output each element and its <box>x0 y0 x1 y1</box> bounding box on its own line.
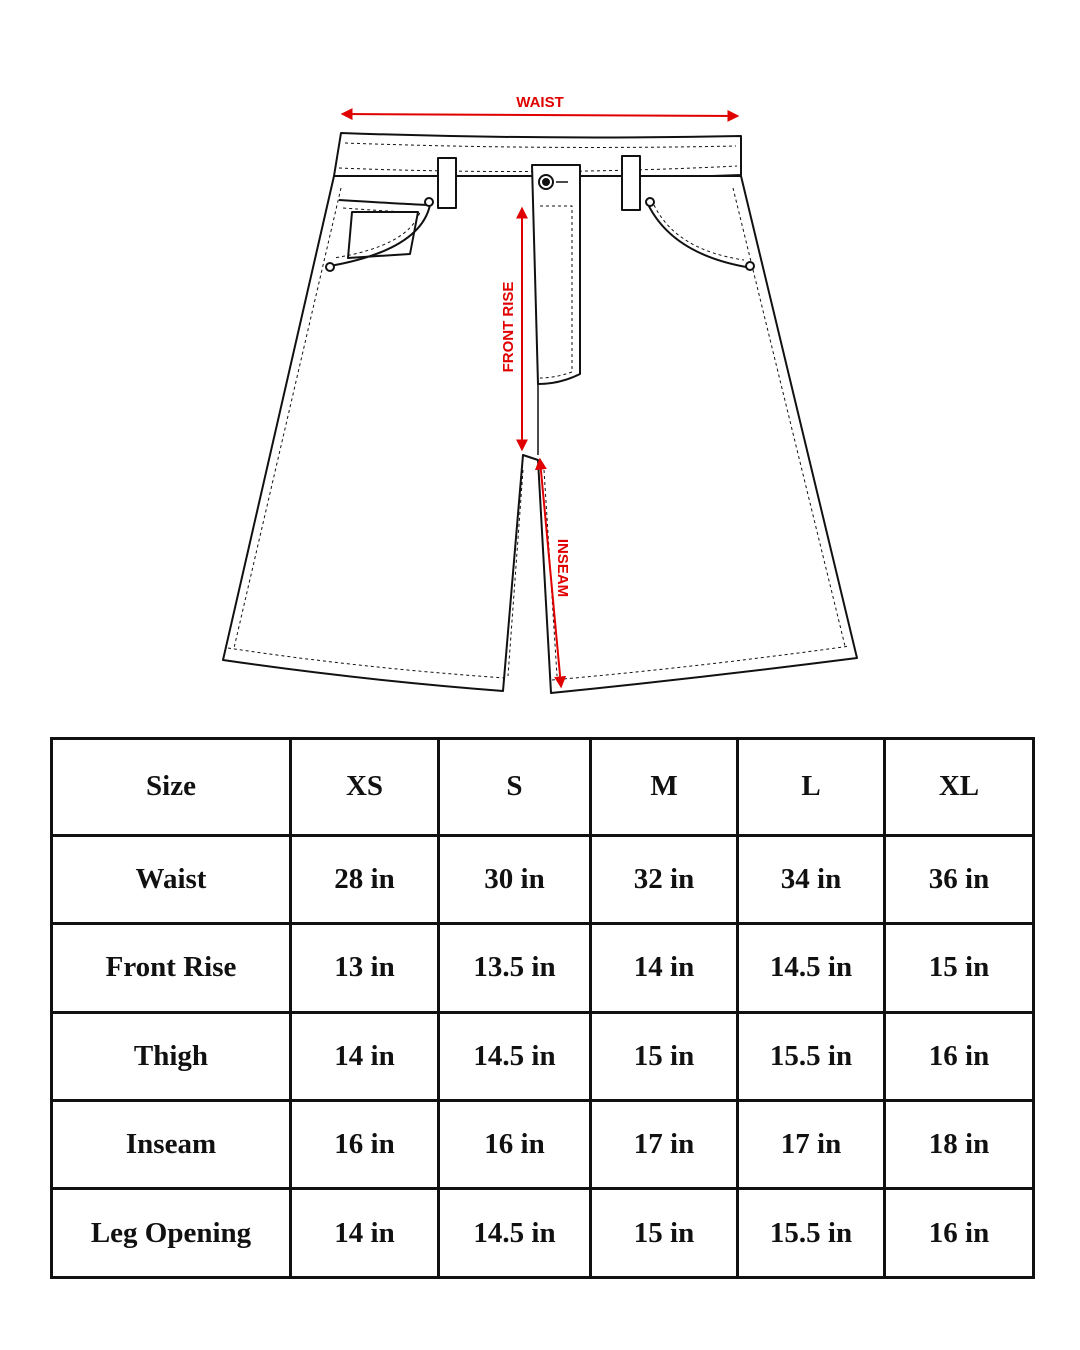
table-row <box>52 1012 1034 1100</box>
header-cell: M <box>591 739 738 836</box>
table-cell: 17 in <box>591 1100 738 1188</box>
table-row <box>52 835 1034 923</box>
table-cell: 17 in <box>738 1100 885 1188</box>
table-cell: 16 in <box>885 1012 1034 1100</box>
shorts-outline <box>223 133 857 693</box>
table-cell: 16 in <box>291 1100 439 1188</box>
header-cell: XS <box>291 739 439 836</box>
fly-panel <box>532 165 580 384</box>
table-cell: 32 in <box>591 835 738 923</box>
table-row <box>52 1189 1034 1278</box>
table-cell: 34 in <box>738 835 885 923</box>
table-cell: 13.5 in <box>439 924 591 1012</box>
table-cell: 14 in <box>291 1012 439 1100</box>
waist-arrow <box>343 114 737 116</box>
belt-loop-left <box>438 158 456 208</box>
table-cell: 15 in <box>885 924 1034 1012</box>
table-cell: 28 in <box>291 835 439 923</box>
rivet <box>326 263 334 271</box>
size-chart-table <box>50 737 1035 1279</box>
table-cell: 15 in <box>591 1012 738 1100</box>
table-row <box>52 1100 1034 1188</box>
header-cell: S <box>439 739 591 836</box>
belt-loop-right <box>622 156 640 210</box>
table-cell: 14.5 in <box>738 924 885 1012</box>
table-cell: 14.5 in <box>439 1012 591 1100</box>
row-label: Waist <box>52 835 291 923</box>
header-cell: L <box>738 739 885 836</box>
rivet <box>646 198 654 206</box>
table-cell: 13 in <box>291 924 439 1012</box>
row-label: Front Rise <box>52 924 291 1012</box>
rivet <box>746 262 754 270</box>
table-cell: 14 in <box>291 1189 439 1278</box>
row-label: Inseam <box>52 1100 291 1188</box>
rivet <box>425 198 433 206</box>
table-cell: 16 in <box>439 1100 591 1188</box>
table-cell: 15.5 in <box>738 1189 885 1278</box>
table-header-row <box>52 739 1034 836</box>
table-cell: 36 in <box>885 835 1034 923</box>
waist-label: WAIST <box>516 94 564 111</box>
table-cell: 15.5 in <box>738 1012 885 1100</box>
table-cell: 16 in <box>885 1189 1034 1278</box>
table-cell: 18 in <box>885 1100 1034 1188</box>
row-label: Leg Opening <box>52 1189 291 1278</box>
header-cell: Size <box>52 739 291 836</box>
inseam-label: INSEAM <box>554 538 571 598</box>
table-row <box>52 924 1034 1012</box>
table-cell: 14.5 in <box>439 1189 591 1278</box>
front-rise-label: FRONT RISE <box>500 281 517 373</box>
table-cell: 14 in <box>591 924 738 1012</box>
table-cell: 15 in <box>591 1189 738 1278</box>
table-cell: 30 in <box>439 835 591 923</box>
header-cell: XL <box>885 739 1034 836</box>
row-label: Thigh <box>52 1012 291 1100</box>
